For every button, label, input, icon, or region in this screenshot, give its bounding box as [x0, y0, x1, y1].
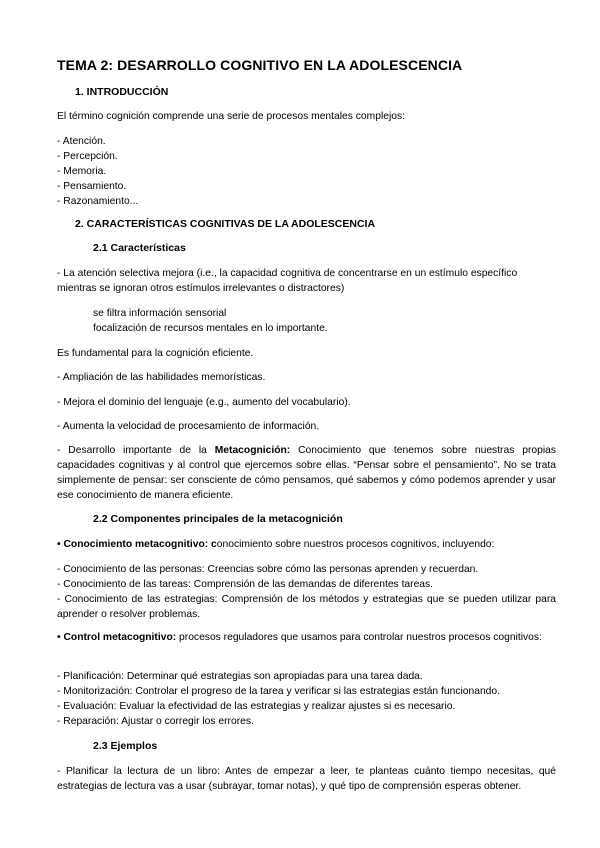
list-item: - Planificación: Determinar qué estrategias son apropiadas para una tarea dada. [57, 671, 423, 682]
subsection-2-2-heading: 2.2 Componentes principales de la metacognición [93, 513, 343, 525]
memory-paragraph: - Ampliación de las habilidades memorísticas. [57, 372, 266, 383]
list-item: - Razonamiento... [57, 196, 139, 207]
list-item: - Reparación: Ajustar o corregir los errores. [57, 716, 254, 727]
list-item: - Conocimiento de las estrategias: Comprensión de los métodos y estrategias que se pueden utilizar para aprender o resolver problemas. [57, 594, 556, 620]
metacognitive-control-paragraph [57, 630, 556, 645]
list-item: se filtra información sensorial [93, 308, 227, 319]
metacognitive-knowledge-paragraph [57, 537, 556, 552]
metacognitive-knowledge-term: • Conocimiento metacognitivo: c [57, 539, 217, 550]
subsection-2-3-heading: 2.3 Ejemplos [93, 740, 158, 752]
list-item: focalización de recursos mentales en lo importante. [93, 323, 328, 334]
section-2-heading: 2. CARACTERÍSTICAS COGNITIVAS DE LA ADOLESCENCIA [75, 218, 376, 230]
attention-paragraph: - La atención selectiva mejora (i.e., la capacidad cognitiva de concentrarse en un estímulo específico mientras se ignoran otros estímulos irrelevantes o distractores) [57, 268, 518, 294]
metacognition-term: Metacognición: [214, 445, 291, 456]
language-paragraph: - Mejora el dominio del lenguaje (e.g., aumento del vocabulario). [57, 397, 351, 408]
example-paragraph: - Planificar la lectura de un libro: Antes de empezar a leer, te planteas cuánto tiempo necesitas, qué estrategias de lectura vas a usar (subrayar, tomar notas), y qué tipo de comprensión esperas obtener. [57, 766, 556, 792]
list-item: - Conocimiento de las personas: Creencias sobre cómo las personas aprenden y recuerdan. [57, 564, 479, 575]
section-1-heading: 1. INTRODUCCIÓN [75, 86, 169, 98]
metacognition-intro-text: - Desarrollo importante de la [57, 445, 215, 456]
list-item: - Percepción. [57, 151, 118, 162]
list-item: - Monitorización: Controlar el progreso de la tarea y verificar si las estrategias están funcionando. [57, 686, 500, 697]
list-item: - Conocimiento de las tareas: Comprensión de las demandas de diferentes tareas. [57, 579, 434, 590]
speed-paragraph: - Aumenta la velocidad de procesamiento de información. [57, 421, 320, 432]
fundamental-paragraph: Es fundamental para la cognición eficiente. [57, 348, 254, 359]
cognition-list [57, 134, 556, 209]
metacognitive-knowledge-text: onocimiento sobre nuestros procesos cognitivos, incluyendo: [216, 539, 495, 550]
subsection-2-1-heading: 2.1 Características [93, 242, 186, 254]
metacognitive-control-text: procesos reguladores que usamos para controlar nuestros procesos cognitivos: [176, 632, 542, 643]
document-title: TEMA 2: DESARROLLO COGNITIVO EN LA ADOLESCENCIA [57, 57, 463, 73]
metacognition-definition: Conocimiento que tenemos sobre nuestras propias capacidades cognitivas y al control que ejercemos sobre ellas. “Pensar sobre el pensamiento”. No se trata simplemente de pensar: ser consciente de cómo pensamos, qué sabemos y cómo podemos aprender y usar ese conocimiento de manera eficiente. [57, 445, 556, 501]
metacognition-paragraph [57, 443, 556, 503]
knowledge-list [57, 562, 556, 622]
list-item: - Atención. [57, 136, 106, 147]
metacognitive-control-term: • Control metacognitivo: [57, 632, 177, 643]
control-list [57, 669, 556, 729]
list-item: - Pensamiento. [57, 181, 127, 192]
attention-indented-list [93, 306, 556, 336]
intro-paragraph: El término cognición comprende una serie de procesos mentales complejos: [57, 111, 405, 122]
list-item: - Evaluación: Evaluar la efectividad de las estrategias y realizar ajustes si es necesario. [57, 701, 456, 712]
list-item: - Memoria. [57, 166, 107, 177]
